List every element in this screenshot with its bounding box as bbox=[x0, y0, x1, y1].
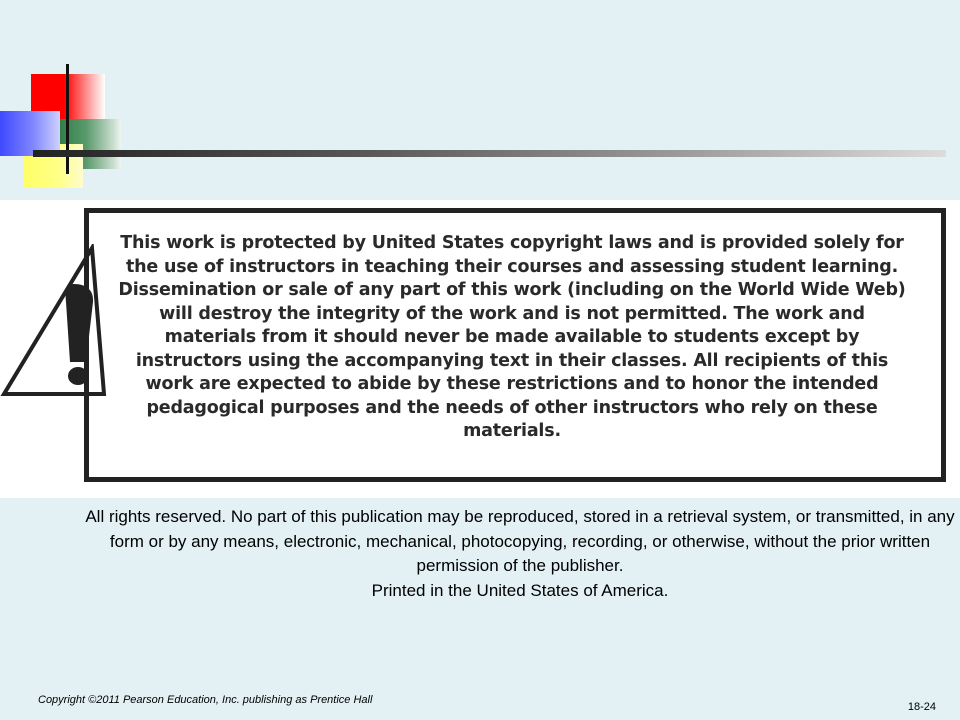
printed-in-text: Printed in the United States of America. bbox=[371, 580, 669, 600]
copyright-notice-text: This work is protected by United States copyright laws and is provided solely for the use of instructors in teaching their courses and assessing student learning. Dissemination or sale of any part of this work (including on the World Wide Web) will destroy the integrity of the work and is not permitted. The work and materials from it should never be made available to students except by instructors using the accompanying text in their classes. All recipients of this work are expected to abide by these restrictions and to honor the intended pedagogical purposes and the needs of other instructors who rely on these materials. bbox=[118, 233, 906, 441]
title-underline-rule bbox=[33, 150, 946, 157]
rights-reserved-text: All rights reserved. No part of this publication may be reproduced, stored in a retrieval system, or transmitted, in any form or by any means, electronic, mechanical, photocopying, recording, or otherwise, without the prior written permission of the publisher. bbox=[85, 507, 955, 575]
vertical-rule bbox=[66, 64, 69, 174]
copyright-notice-panel bbox=[0, 200, 960, 498]
rights-statement bbox=[80, 505, 960, 603]
decorative-header bbox=[0, 0, 960, 200]
slide-number: 18-24 bbox=[907, 701, 936, 713]
copyright-footer: Copyright ©2011 Pearson Education, Inc. publishing as Prentice Hall bbox=[38, 694, 373, 706]
